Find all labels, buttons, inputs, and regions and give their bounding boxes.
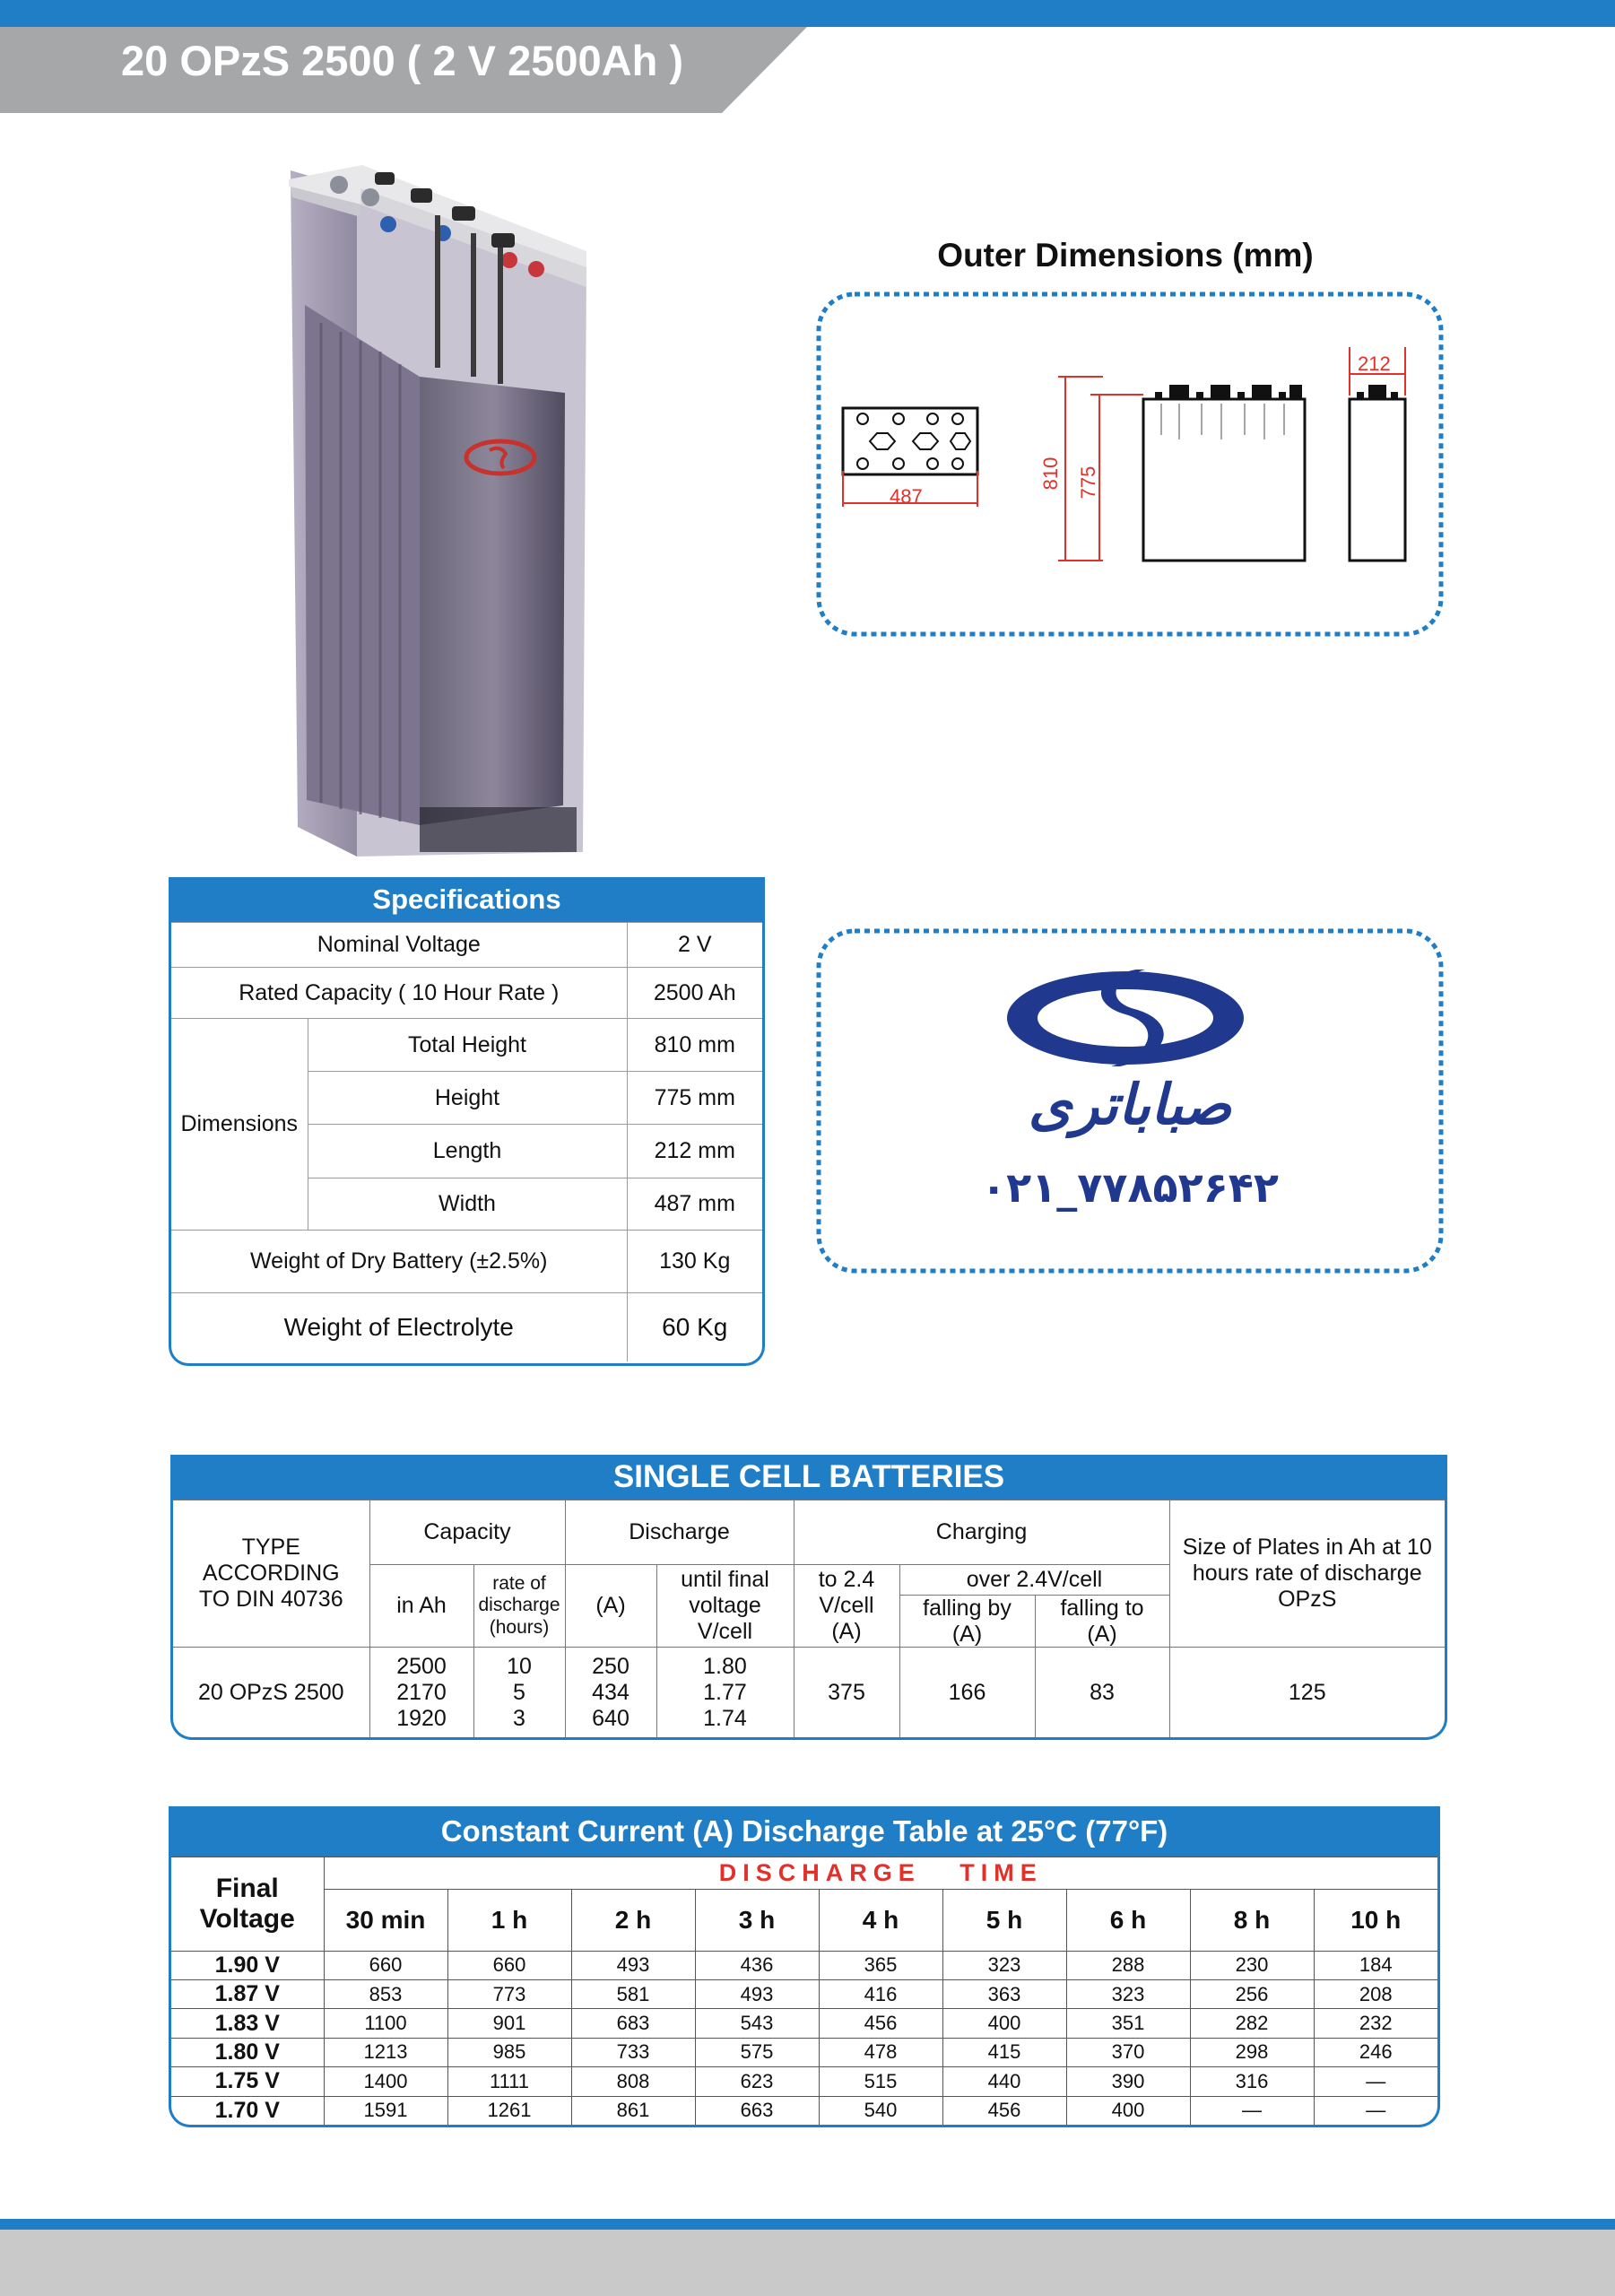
brand-phone: ۰۲۱_۷۷۸۵۲۶۴۲ [981, 1163, 1279, 1212]
over-2-4-header: over 2.4V/cell [899, 1564, 1169, 1595]
dimensions-label: Dimensions [171, 1019, 308, 1231]
rated-capacity-label: Rated Capacity ( 10 Hour Rate ) [171, 968, 627, 1019]
discharge-current-cell: 660 [324, 1951, 447, 1979]
discharge-amps-value: 434 [592, 1679, 630, 1705]
specifications-table [169, 877, 765, 1366]
discharge-current-cell: 363 [942, 1979, 1066, 2008]
outer-dimensions-diagram [816, 291, 1444, 637]
total-height-dimension-label: 810 [1039, 457, 1062, 491]
brand-panel [816, 928, 1444, 1274]
width-label: Width [308, 1178, 627, 1231]
electrolyte-weight-value: 60 Kg [627, 1293, 762, 1361]
falling-by-header: falling by (A) [899, 1595, 1035, 1648]
discharge-current-cell: 316 [1190, 2067, 1314, 2096]
time-column-header: 30 min [324, 1890, 447, 1951]
final-voltage-value: 1.77 [703, 1679, 747, 1705]
discharge-current-cell: 256 [1190, 1979, 1314, 2008]
discharge-current-cell: 853 [324, 1979, 447, 2008]
discharge-current-cell: 400 [1066, 2096, 1190, 2125]
discharge-current-cell: — [1314, 2067, 1437, 2096]
discharge-header: Discharge [565, 1500, 794, 1564]
table-row [171, 1979, 1437, 2008]
discharge-amps-values [565, 1648, 656, 1737]
discharge-current-cell: 351 [1066, 2009, 1190, 2038]
discharge-current-cell: 436 [695, 1951, 819, 1979]
falling-to-value: 83 [1035, 1648, 1169, 1737]
discharge-current-cell: 581 [571, 1979, 695, 2008]
type-value: 20 OPzS 2500 [173, 1648, 369, 1737]
outer-dimensions-title: Outer Dimensions (mm) [937, 237, 1314, 274]
final-voltage-cell: 1.75 V [171, 2067, 324, 2096]
discharge-current-cell: 246 [1314, 2038, 1437, 2066]
discharge-current-cell: 456 [942, 2096, 1066, 2125]
length-label: Length [308, 1125, 627, 1178]
until-final-voltage-header: until final voltage V/cell [656, 1564, 794, 1648]
discharge-current-cell: 543 [695, 2009, 819, 2038]
height-value: 775 mm [627, 1072, 762, 1125]
table-row [171, 2096, 1437, 2125]
discharge-current-cell: 660 [447, 1951, 571, 1979]
constant-current-table [169, 1806, 1440, 2127]
discharge-current-cell: 493 [695, 1979, 819, 2008]
discharge-amps-value: 640 [592, 1705, 630, 1731]
length-dimension-label: 212 [1358, 352, 1391, 375]
charging-header: Charging [794, 1500, 1169, 1564]
discharge-current-cell: 416 [819, 1979, 942, 2008]
discharge-amps-value: 250 [592, 1654, 630, 1680]
discharge-amps-header: (A) [565, 1564, 656, 1648]
plate-size-value: 125 [1169, 1648, 1445, 1737]
discharge-current-cell: 288 [1066, 1951, 1190, 1979]
discharge-current-cell: 773 [447, 1979, 571, 2008]
plates-header: Size of Plates in Ah at 10 hours rate of discharge OPzS [1169, 1500, 1445, 1648]
final-voltage-value: 1.80 [703, 1654, 747, 1680]
top-accent-bar [0, 0, 1615, 27]
discharge-current-cell: 390 [1066, 2067, 1190, 2096]
table-row [171, 2009, 1437, 2038]
nominal-voltage-value: 2 V [627, 923, 762, 968]
rate-hours-values [473, 1648, 565, 1737]
discharge-current-cell: — [1190, 2096, 1314, 2125]
rate-of-discharge-header: rate of discharge (hours) [473, 1564, 565, 1648]
time-column-header: 4 h [819, 1890, 942, 1951]
discharge-current-cell: 1111 [447, 2067, 571, 2096]
specifications-title: Specifications [171, 877, 762, 923]
discharge-current-cell: 623 [695, 2067, 819, 2096]
discharge-current-cell: 208 [1314, 1979, 1437, 2008]
total-height-label: Total Height [308, 1019, 627, 1072]
final-voltage-cell: 1.90 V [171, 1951, 324, 1979]
discharge-current-cell: 478 [819, 2038, 942, 2066]
discharge-current-cell: 323 [942, 1951, 1066, 1979]
time-column-header: 2 h [571, 1890, 695, 1951]
falling-by-value: 166 [899, 1648, 1035, 1737]
discharge-current-cell: 440 [942, 2067, 1066, 2096]
final-voltage-value: 1.74 [703, 1705, 747, 1731]
discharge-current-cell: 663 [695, 2096, 819, 2125]
length-value: 212 mm [627, 1125, 762, 1178]
total-height-value: 810 mm [627, 1019, 762, 1072]
single-cell-batteries-table [170, 1455, 1447, 1740]
time-column-header: 1 h [447, 1890, 571, 1951]
discharge-current-cell: — [1314, 2096, 1437, 2125]
page-title: 20 OPzS 2500 ( 2 V 2500Ah ) [121, 37, 683, 84]
dry-weight-label: Weight of Dry Battery (±2.5%) [171, 1231, 627, 1293]
discharge-current-cell: 1213 [324, 2038, 447, 2066]
discharge-current-cell: 456 [819, 2009, 942, 2038]
discharge-current-cell: 415 [942, 2038, 1066, 2066]
table-row [171, 1951, 1437, 1979]
final-voltage-cell: 1.87 V [171, 1979, 324, 2008]
type-header: TYPE ACCORDING TO DIN 40736 [173, 1500, 369, 1648]
discharge-current-cell: 1261 [447, 2096, 571, 2125]
discharge-current-cell: 901 [447, 2009, 571, 2038]
final-voltage-values [656, 1648, 794, 1737]
capacity-header: Capacity [369, 1500, 565, 1564]
discharge-current-cell: 282 [1190, 2009, 1314, 2038]
final-voltage-cell: 1.80 V [171, 2038, 324, 2066]
rate-hours-value: 10 [507, 1654, 532, 1680]
width-dimension-label: 487 [890, 485, 923, 508]
final-voltage-cell: 1.83 V [171, 2009, 324, 2038]
discharge-current-cell: 230 [1190, 1951, 1314, 1979]
discharge-current-cell: 298 [1190, 2038, 1314, 2066]
capacity-ah-values [369, 1648, 473, 1737]
to-2-4-header: to 2.4 V/cell (A) [794, 1564, 899, 1648]
battery-image [285, 161, 599, 861]
in-ah-header: in Ah [369, 1564, 473, 1648]
discharge-current-cell: 985 [447, 2038, 571, 2066]
discharge-current-cell: 365 [819, 1951, 942, 1979]
to-2-4-value: 375 [794, 1648, 899, 1737]
final-voltage-header: Final Voltage [171, 1857, 324, 1951]
discharge-current-cell: 808 [571, 2067, 695, 2096]
final-voltage-cell: 1.70 V [171, 2096, 324, 2125]
rate-hours-value: 3 [513, 1705, 525, 1731]
height-dimension-label: 775 [1077, 465, 1099, 500]
rate-hours-value: 5 [513, 1679, 525, 1705]
discharge-current-cell: 733 [571, 2038, 695, 2066]
discharge-current-cell: 323 [1066, 1979, 1190, 2008]
time-column-header: 3 h [695, 1890, 819, 1951]
time-column-header: 5 h [942, 1890, 1066, 1951]
bottom-footer-band [0, 2230, 1615, 2296]
discharge-current-cell: 232 [1314, 2009, 1437, 2038]
electrolyte-weight-label: Weight of Electrolyte [171, 1293, 627, 1361]
time-column-header: 6 h [1066, 1890, 1190, 1951]
height-label: Height [308, 1072, 627, 1125]
brand-name: صباباتری [1028, 1072, 1232, 1137]
capacity-ah-value: 2170 [396, 1679, 447, 1705]
discharge-current-cell: 540 [819, 2096, 942, 2125]
nominal-voltage-label: Nominal Voltage [171, 923, 627, 968]
discharge-current-cell: 370 [1066, 2038, 1190, 2066]
brand-logo-icon [1000, 964, 1251, 1072]
table-row [171, 2038, 1437, 2066]
time-column-header: 8 h [1190, 1890, 1314, 1951]
rated-capacity-value: 2500 Ah [627, 968, 762, 1019]
table-row [171, 2067, 1437, 2096]
discharge-current-cell: 400 [942, 2009, 1066, 2038]
bottom-accent-bar [0, 2219, 1615, 2230]
discharge-current-cell: 861 [571, 2096, 695, 2125]
discharge-current-cell: 575 [695, 2038, 819, 2066]
discharge-current-cell: 1400 [324, 2067, 447, 2096]
dry-weight-value: 130 Kg [627, 1231, 762, 1293]
capacity-ah-value: 2500 [396, 1654, 447, 1680]
discharge-current-cell: 184 [1314, 1951, 1437, 1979]
falling-to-header: falling to (A) [1035, 1595, 1169, 1648]
discharge-current-cell: 1591 [324, 2096, 447, 2125]
discharge-time-header: DISCHARGE TIME [324, 1857, 1437, 1890]
constant-current-title: Constant Current (A) Discharge Table at 25°C (77°F) [171, 1806, 1437, 1857]
discharge-current-cell: 1100 [324, 2009, 447, 2038]
single-cell-title: SINGLE CELL BATTERIES [173, 1455, 1445, 1500]
width-value: 487 mm [627, 1178, 762, 1231]
discharge-current-cell: 683 [571, 2009, 695, 2038]
capacity-ah-value: 1920 [396, 1705, 447, 1731]
discharge-current-cell: 493 [571, 1951, 695, 1979]
time-column-header: 10 h [1314, 1890, 1437, 1951]
discharge-current-cell: 515 [819, 2067, 942, 2096]
